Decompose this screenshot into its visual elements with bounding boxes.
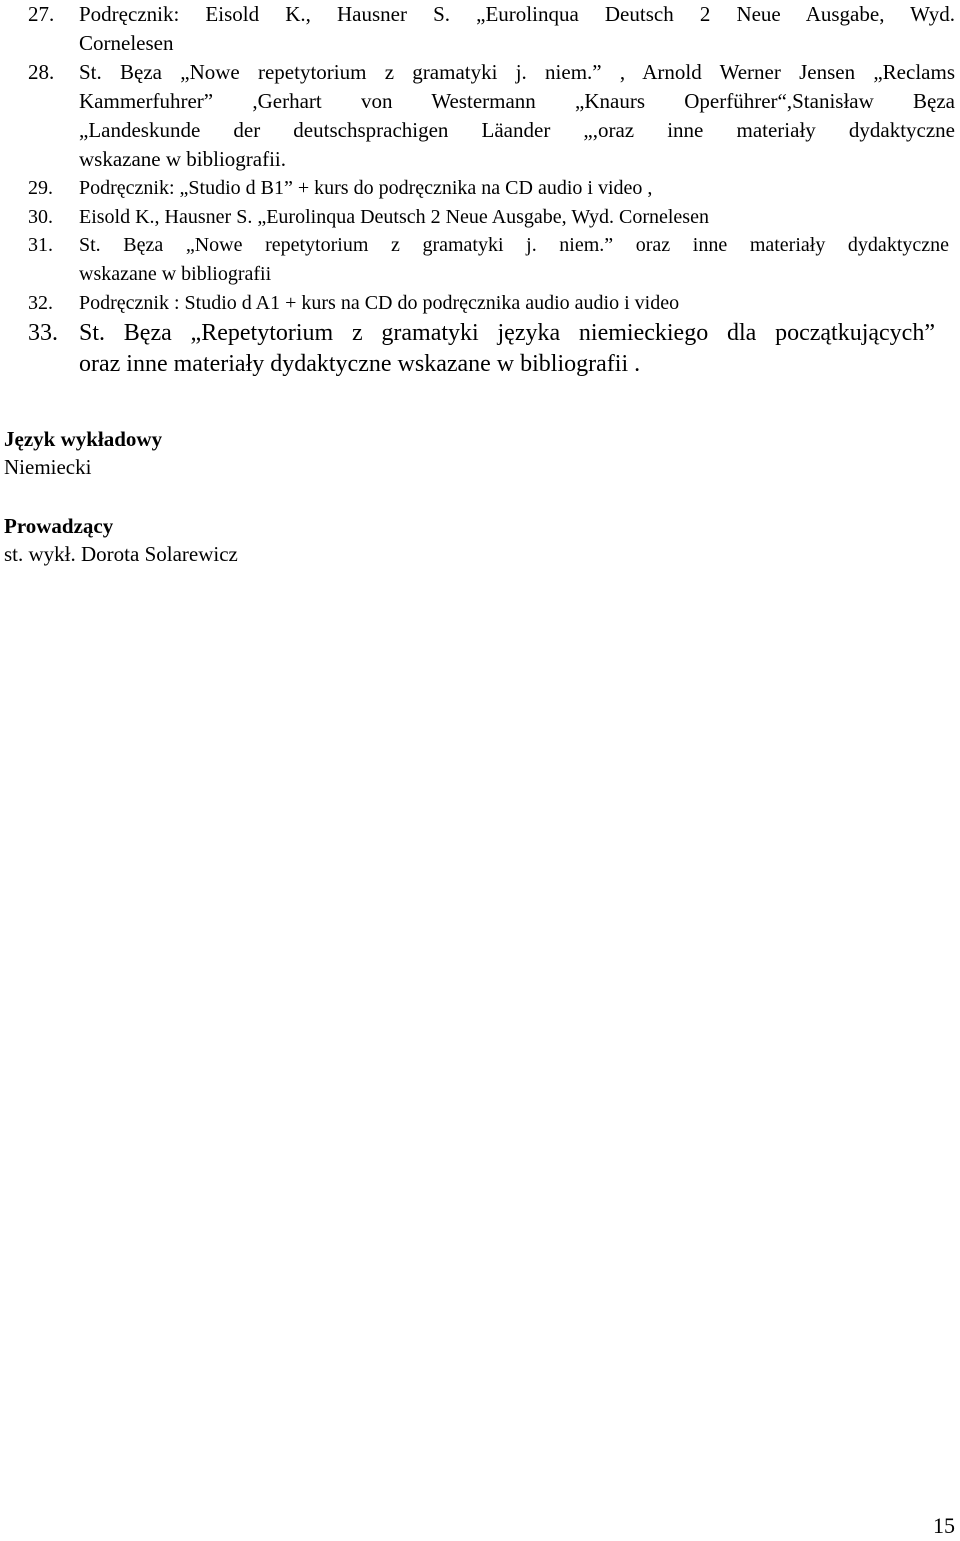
item-line: Podręcznik: Eisold K., Hausner S. „Eurolinqua Deutsch 2 Neue Ausgabe, Wyd.: [79, 2, 955, 26]
lecturer-value: st. wykł. Dorota Solarewicz: [4, 542, 238, 566]
item-text: [79, 0, 955, 58]
item-line: wskazane w bibliografii.: [79, 147, 287, 171]
item-number: 27.: [28, 2, 55, 26]
item-text: [79, 174, 652, 203]
item-number: 32.: [28, 292, 53, 314]
item-number: 30.: [28, 206, 53, 228]
item-line: Eisold K., Hausner S. „Eurolinqua Deutsch 2 Neue Ausgabe, Wyd. Cornelesen: [79, 206, 709, 228]
item-text: [79, 203, 709, 232]
item-line: wskazane w bibliografii: [79, 263, 272, 285]
item-line: St. Bęza „Nowe repetytorium z gramatyki j. niem.” , Arnold Werner Jensen „Reclams: [79, 60, 955, 84]
item-line: St. Bęza „Repetytorium z gramatyki języka niemieckiego dla początkujących”: [79, 320, 935, 346]
language-value: Niemiecki: [4, 455, 92, 479]
item-number: 29.: [28, 177, 53, 199]
language-label: Język wykładowy: [4, 427, 163, 451]
item-text: [79, 231, 949, 289]
item-line: St. Bęza „Nowe repetytorium z gramatyki j. niem.” oraz inne materiały dydaktyczne: [79, 234, 949, 256]
item-line: Podręcznik : Studio d A1 + kurs na CD do podręcznika audio audio i video: [79, 292, 680, 314]
item-number: 28.: [28, 60, 55, 84]
item-line: Podręcznik: „Studio d B1” + kurs do podręcznika na CD audio i video ,: [79, 177, 653, 199]
item-line: oraz inne materiały dydaktyczne wskazane w bibliografii .: [79, 351, 641, 377]
item-line: Kammerfuhrer” ,Gerhart von Westermann „Knaurs Operführer“,Stanisław Bęza: [79, 89, 955, 113]
item-text: [79, 289, 679, 318]
lecturer-label: Prowadzący: [4, 514, 114, 538]
item-number: 33.: [28, 320, 58, 346]
item-line: Cornelesen: [79, 31, 174, 55]
item-number: 31.: [28, 234, 53, 256]
item-text: [79, 318, 935, 380]
page-number: 15: [933, 1513, 955, 1538]
item-text: [79, 58, 955, 174]
item-line: „Landeskunde der deutschsprachigen Läander „,oraz inne materiały dydaktyczne: [79, 118, 955, 142]
